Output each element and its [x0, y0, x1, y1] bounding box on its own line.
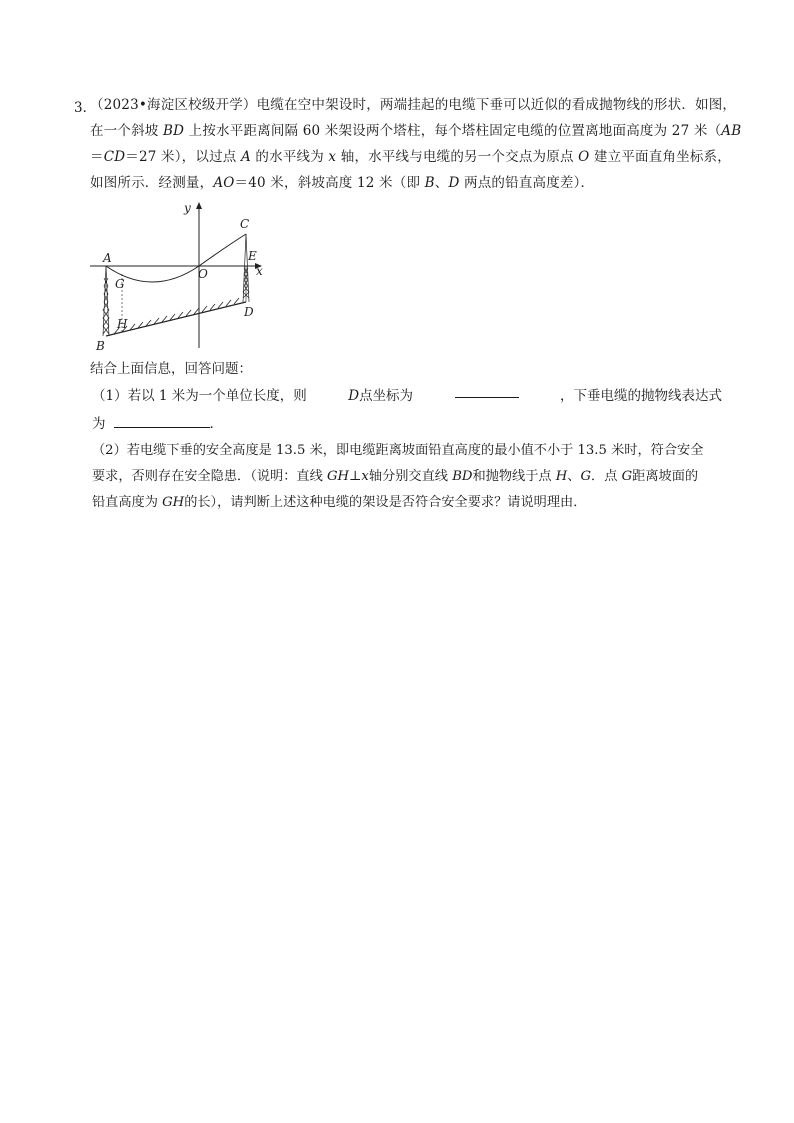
part1-line-1: （1）若以 1 米为一个单位长度，则 D点坐标为 ，下垂电缆的抛物线表达式 — [92, 383, 722, 409]
label-B: B — [96, 339, 105, 353]
point-D: D — [348, 388, 360, 404]
label-H: H — [117, 317, 128, 331]
cable-diagram — [86, 198, 276, 354]
prompt-text: 结合上面信息，回答问题： — [90, 361, 252, 377]
stem-line-4: 如图所示．经测量，AO＝40 米，斜坡高度 12 米（即 B、D 两点的铅直高度差）． — [90, 175, 595, 191]
answer-blank-1[interactable] — [455, 383, 519, 398]
slope-hatching — [114, 298, 239, 334]
stem-line-2: 在一个斜坡 BD 上按水平距离间隔 60 米架设两个塔柱，每个塔柱固定电缆的位置离地面高度为 27 米（AB — [90, 123, 742, 139]
left-tower — [103, 266, 109, 336]
label-y: y — [184, 201, 191, 215]
question-stem — [90, 92, 742, 196]
label-C: C — [240, 217, 250, 231]
label-E: E — [248, 249, 257, 263]
part2: （2）若电缆下垂的安全高度是 13.5 米，即电缆距离坡面铅直高度的最小值不小于 13.5 米时，符合安全 要求，否则存在安全隐患．（说明：直线 GH⊥x轴分别交直线 BD和抛物线于点 H、G．点 G距离坡面的 铅直高度为 GH的长），请判断上述这种电缆的架设是否符合安全要求？请说明理由． — [92, 443, 704, 510]
question-source: （2023•海淀区校级开学） — [90, 97, 257, 113]
cable-parabola — [106, 234, 246, 282]
stem-line-1: （2023•海淀区校级开学）电缆在空中架设时，两端挂起的电缆下垂可以近似的看成抛物线的形状．如图， — [90, 97, 737, 113]
label-x: x — [256, 264, 263, 278]
answer-blank-2[interactable] — [114, 413, 210, 428]
y-axis-arrow — [196, 202, 202, 209]
label-D: D — [244, 305, 254, 319]
label-G: G — [115, 277, 125, 291]
label-O: O — [198, 267, 208, 281]
stem-line-3: ＝CD＝27 米），以过点 A 的水平线为 x 轴，水平线与电缆的另一个交点为原点 O 建立平面直角坐标系， — [90, 149, 731, 165]
question-number: 3． — [74, 100, 97, 116]
label-A: A — [103, 251, 112, 265]
part1-line-2: 为 ． — [92, 411, 732, 437]
